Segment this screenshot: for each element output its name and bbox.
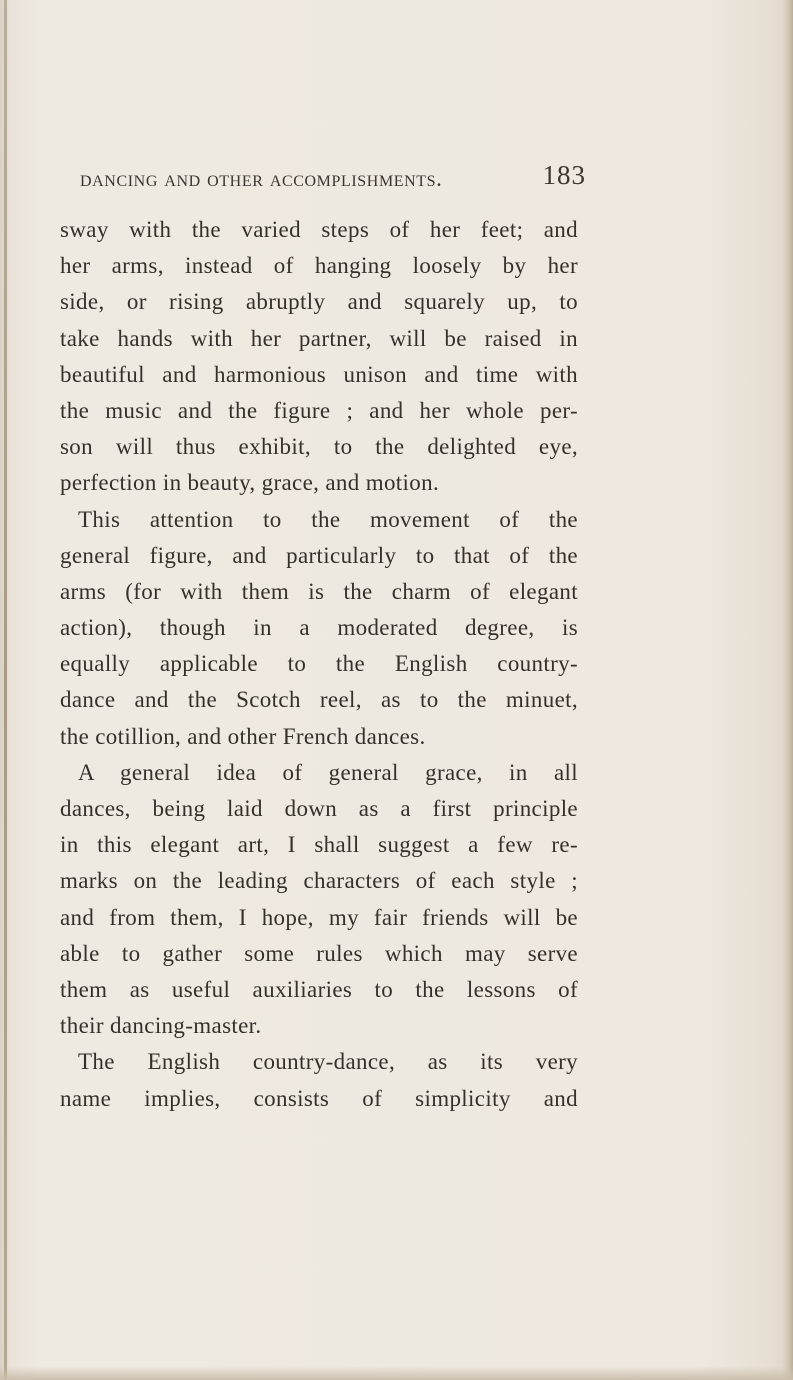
text-line: in this elegant art, I shall suggest a few re- xyxy=(60,832,578,858)
page-bottom-edge xyxy=(0,1366,793,1380)
text-line: dances, being laid down as a first principle xyxy=(60,796,578,821)
running-head xyxy=(80,160,586,192)
text-line: them as useful auxiliaries to the lessons of xyxy=(60,976,578,1002)
text-line: the music and the figure ; and her whole per- xyxy=(60,397,578,423)
text-line: and from them, I hope, my fair friends will be xyxy=(60,904,578,930)
page-number: 183 xyxy=(542,160,586,190)
text-line: This attention to the movement of the xyxy=(78,506,578,532)
page-binding-edge xyxy=(4,0,7,1380)
page-right-edge xyxy=(783,0,793,1380)
text-line: side, or rising abruptly and squarely up, to xyxy=(60,289,578,315)
text-line: son will thus exhibit, to the delighted eye, xyxy=(60,434,578,460)
text-line: dance and the Scotch reel, as to the minuet, xyxy=(60,687,578,713)
text-line: action), though in a moderated degree, is xyxy=(60,615,578,641)
text-line: take hands with her partner, will be raised in xyxy=(60,325,578,351)
text-line: beautiful and harmonious unison and time with xyxy=(60,361,578,387)
body-text xyxy=(60,212,578,1117)
text-line: A general idea of general grace, in all xyxy=(78,759,578,785)
text-line: equally applicable to the English country- xyxy=(60,651,578,677)
text-line: general figure, and particularly to that of the xyxy=(60,542,578,568)
text-line: perfection in beauty, grace, and motion. xyxy=(60,470,440,496)
text-line: her arms, instead of hanging loosely by her xyxy=(60,253,578,279)
text-line: able to gather some rules which may serve xyxy=(60,940,578,966)
text-line: the cotillion, and other French dances. xyxy=(60,723,426,749)
text-line: marks on the leading characters of each style ; xyxy=(60,868,578,894)
text-line: sway with the varied steps of her feet; and xyxy=(60,217,578,242)
text-line: their dancing-master. xyxy=(60,1013,262,1039)
running-title: dancing and other accomplishments. xyxy=(80,166,443,191)
text-line: name implies, consists of simplicity and xyxy=(60,1085,578,1111)
text-line: arms (for with them is the charm of elegant xyxy=(60,578,578,604)
text-line: The English country-dance, as its very xyxy=(78,1049,578,1075)
